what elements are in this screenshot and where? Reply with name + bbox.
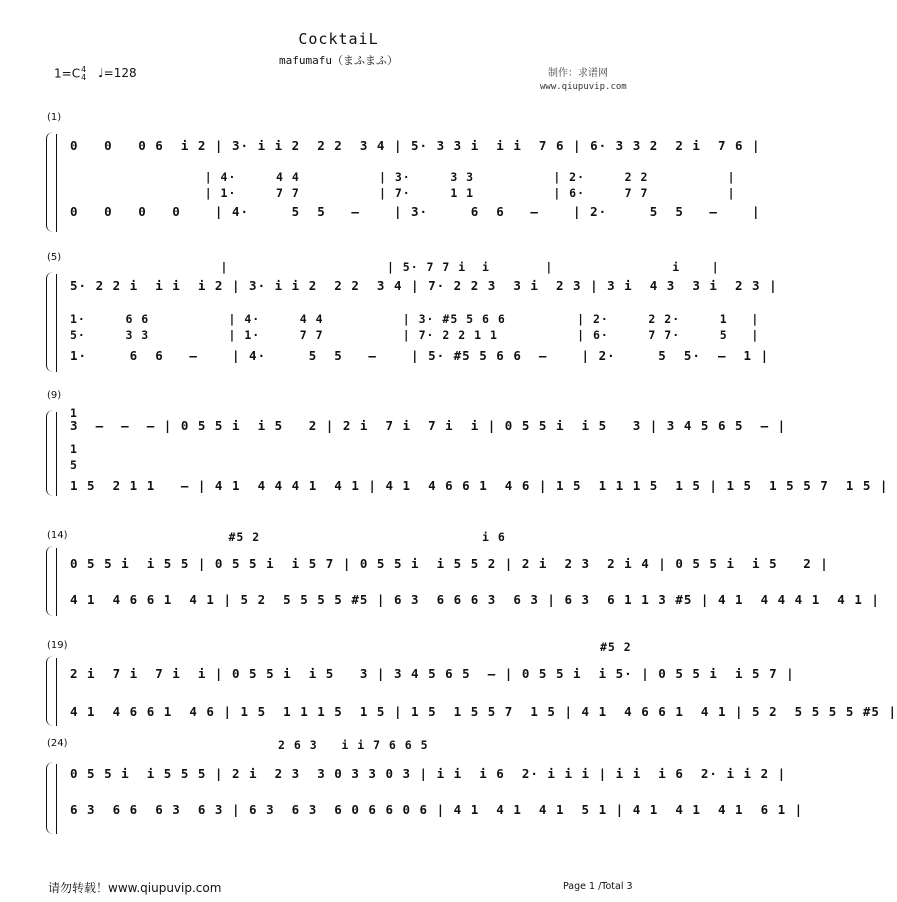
time-signature: 4 4 [81, 65, 87, 82]
system-brace [46, 762, 53, 834]
system-2 [0, 252, 778, 374]
melody-harmony-row: 1 [70, 406, 78, 420]
chord-row-upper: 1 [70, 442, 78, 456]
staff-barline [56, 764, 57, 834]
system-3 [0, 390, 889, 500]
system-1 [0, 112, 761, 232]
bass-row: 6 3 6 6 6 3 6 3 | 6 3 6 3 6 0 6 6 0 6 | 4 1 4 1 4 1 5 1 | 4 1 4 1 4 1 6 1 | [70, 802, 804, 817]
chord-row-upper: | 4· 4 4 | 3· 3 3 | 2· 2 2 | [70, 170, 736, 184]
tempo-marking: ♩=128 [98, 66, 137, 80]
system-5 [0, 640, 897, 730]
system-brace [46, 132, 53, 232]
measure-number: (24) [47, 738, 68, 749]
melody-harmony-row: | | 5· 7 7 i i | i | [70, 260, 720, 274]
melody-harmony-row: #5 2 i 6 [70, 530, 506, 544]
bass-row: 1 5 2 1 1 – | 4 1 4 4 4 1 4 1 | 4 1 4 6 6 1 4 6 | 1 5 1 1 1 5 1 5 | 1 5 1 5 5 7 1 5 | [70, 478, 889, 493]
system-brace [46, 272, 53, 372]
measure-number: (19) [47, 640, 68, 651]
measure-number: (9) [47, 390, 62, 401]
measure-number: (1) [47, 112, 62, 123]
staff-barline [56, 548, 57, 616]
melody-harmony-row: 2 6 3 i i 7 6 6 5 [278, 738, 429, 752]
chord-row-lower: | 1· 7 7 | 7· 1 1 | 6· 7 7 | [70, 186, 736, 200]
system-brace [46, 546, 53, 616]
staff-barline [56, 274, 57, 372]
melody-row: 0 5 5 i i 5 5 | 0 5 5 i i 5 7 | 0 5 5 i i 5 5 2 | 2 i 2 3 2 i 4 | 0 5 5 i i 5 2 | [70, 556, 829, 571]
maker-credit: 制作：求谱网 [548, 68, 608, 79]
chord-row-upper: 1· 6 6 | 4· 4 4 | 3· #5 5 6 6 | 2· 2 2· 1 | [70, 312, 760, 326]
chord-row-lower: 5 [70, 458, 78, 472]
chord-row-lower: 5· 3 3 | 1· 7 7 | 7· 2 2 1 1 | 6· 7 7· 5 | [70, 328, 760, 342]
song-artist: mafumafu（まふまふ） [279, 54, 398, 67]
staff-barline [56, 658, 57, 726]
bass-row: 4 1 4 6 6 1 4 1 | 5 2 5 5 5 5 #5 | 6 3 6 6 6 3 6 3 | 6 3 6 1 1 3 #5 | 4 1 4 4 4 1 4 1 | [70, 592, 880, 607]
footer-notice: 请勿转载！www.qiupuvip.com [48, 881, 222, 895]
melody-row: 0 5 5 i i 5 5 5 | 2 i 2 3 3 0 3 3 0 3 | i i i 6 2· i i i | i i i 6 2· i i 2 | [70, 766, 787, 781]
melody-row: 2 i 7 i 7 i i | 0 5 5 i i 5 3 | 3 4 5 6 5 – | 0 5 5 i i 5· | 0 5 5 i i 5 7 | [70, 666, 795, 681]
site-url: www.qiupuvip.com [540, 82, 627, 92]
melody-row: 0 0 0 6 i 2 | 3· i i 2 2 2 3 4 | 5· 3 3 i i i 7 6 | 6· 3 3 2 2 i 7 6 | [70, 138, 761, 153]
page-indicator: Page 1 /Total 3 [563, 881, 633, 892]
melody-row: 5· 2 2 i i i i 2 | 3· i i 2 2 2 3 4 | 7· 2 2 3 3 i 2 3 | 3 i 4 3 3 i 2 3 | [70, 278, 778, 293]
song-title: CocktaiL [298, 30, 379, 48]
bass-row: 0 0 0 0 | 4· 5 5 – | 3· 6 6 – | 2· 5 5 – | [70, 204, 761, 219]
system-brace [46, 410, 53, 496]
system-4 [0, 530, 880, 620]
bass-row: 1· 6 6 – | 4· 5 5 – | 5· #5 5 6 6 – | 2· 5 5· – 1 | [70, 348, 770, 363]
melody-row: 3 – – – | 0 5 5 i i 5 2 | 2 i 7 i 7 i i | 0 5 5 i i 5 3 | 3 4 5 6 5 – | [70, 418, 787, 433]
melody-harmony-row: #5 2 [600, 640, 632, 654]
bass-row: 4 1 4 6 6 1 4 6 | 1 5 1 1 1 5 1 5 | 1 5 1 5 5 7 1 5 | 4 1 4 6 6 1 4 1 | 5 2 5 5 5 5 #5 | [70, 704, 897, 719]
measure-number: (14) [47, 530, 68, 541]
staff-barline [56, 412, 57, 496]
key-signature: 1=C4 4 [54, 65, 87, 82]
system-brace [46, 656, 53, 726]
staff-barline [56, 134, 57, 232]
measure-number: (5) [47, 252, 62, 263]
system-6 [0, 738, 804, 838]
